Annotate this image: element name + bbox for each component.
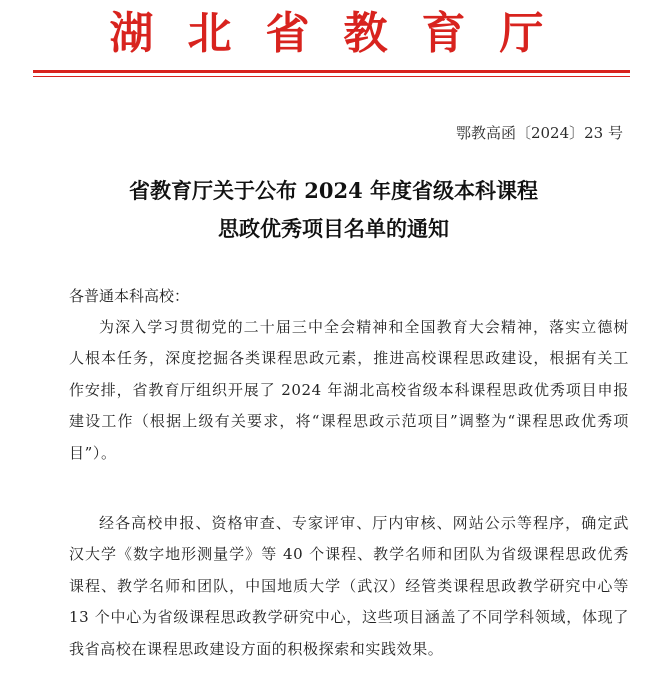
document-title <box>0 172 667 248</box>
body-paragraph-2: 经各高校申报、资格审查、专家评审、厅内审核、网站公示等程序，确定武汉大学《数字地形测量学》等 40 个课程、教学名师和团队为省级课程思政优秀课程、教学名师和团队，中国地质大学（武汉）经管类课程思政教学研究中心等 13 个中心为省级课程思政教学研究中心，这些项目涵盖了不同学科领域，体现了我省高校在课程思政建设方面的积极探索和实践效果。 <box>69 514 629 658</box>
document-title-line-2: 思政优秀项目名单的通知 <box>218 216 449 241</box>
salutation: 各普通本科高校： <box>69 287 190 305</box>
body-paragraph-1: 为深入学习贯彻党的二十届三中全会精神和全国教育大会精神，落实立德树人根本任务，深度挖掘各类课程思政元素，推进高校课程思政建设，根据有关工作安排，省教育厅组织开展了 2024 年湖北高校省级本科课程思政优秀项目申报建设工作（根据上级有关要求，将“课程思政示范项目”调整为“课程思政优秀项目”）。 <box>69 318 629 462</box>
letterhead-divider-thick <box>33 70 630 73</box>
letterhead-divider-thin <box>33 76 630 77</box>
agency-letterhead: 湖北省教育厅 <box>109 8 578 59</box>
document-title-line-1: 省教育厅关于公布 2024 年度省级本科课程 <box>128 178 539 203</box>
document-number: 鄂教高函〔2024〕23 号 <box>455 124 623 142</box>
